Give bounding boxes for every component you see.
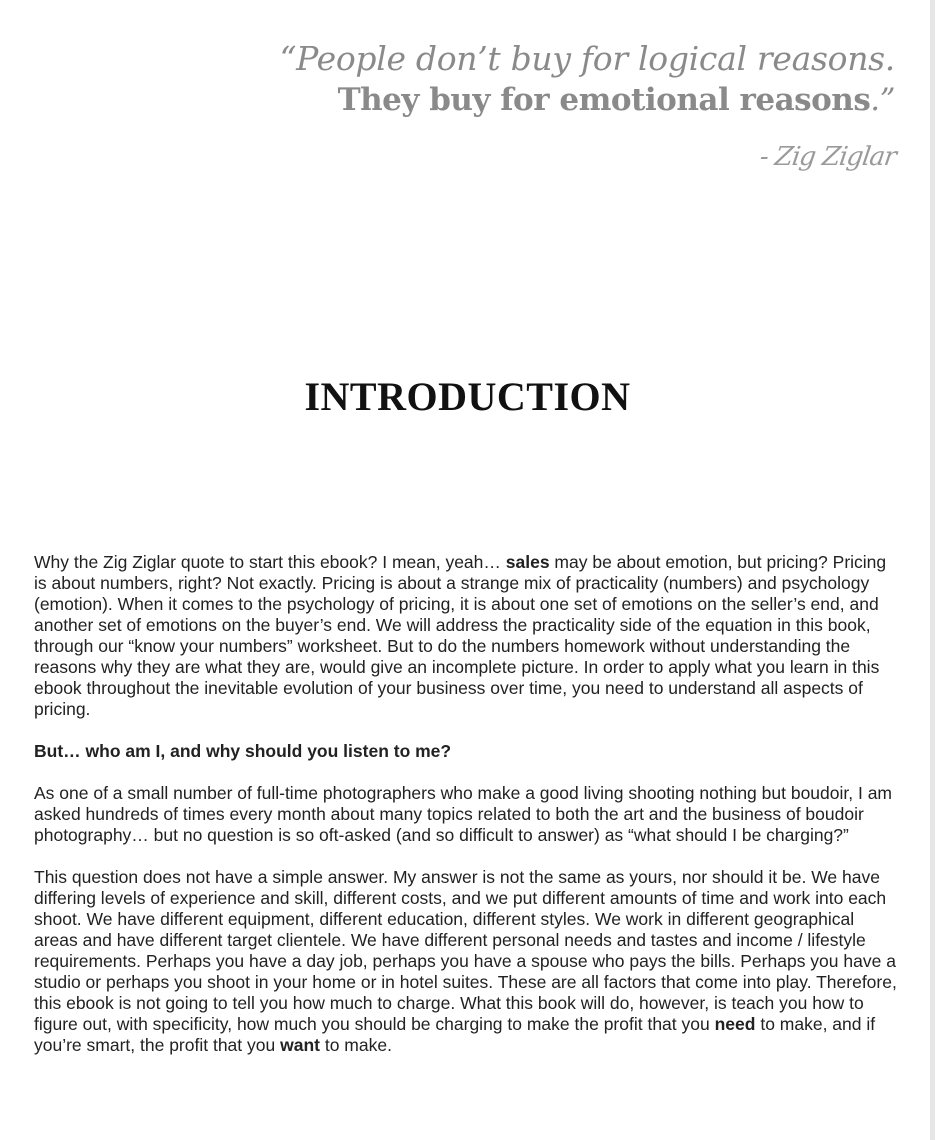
paragraph-3-text-c: to make. [319,1035,392,1055]
paragraph-3-text-b: to make, and if you’re smart, the profit that you [34,1014,876,1055]
page-edge [930,0,935,1140]
paragraph-3-text-a: This question does not have a simple answer. My answer is not the same as yours, nor should it be. We have differing levels of experience and skill, different costs, and we put different amounts of time and work into each shoot. We have different equipment, different education, different styles. We work in different geographical areas and have different target clientele. We have different personal needs and tastes and income / lifestyle requirements. Perhaps you have a day job, perhaps you have a spouse who pays the bills. Perhaps you have a studio or perhaps you shoot in your home or in hotel suites. These are all factors that come into play. Therefore, this ebook is not going to tell you how much to charge. What this book will do, however, is teach you how to figure out, with specificity, how much you should be charging to make the profit that you [34,867,897,1034]
paragraph-3-bold-need: need [714,1014,756,1034]
body-text [34,552,900,1077]
paragraph-3 [34,867,900,1056]
quote-line-2-main: They buy for emotional reasons [337,82,871,118]
paragraph-1-text-a: Why the Zig Ziglar quote to start this ebook? I mean, yeah… [34,552,506,572]
paragraph-1 [34,552,900,720]
quote-line-2 [195,80,895,120]
pull-quote [195,38,895,120]
quote-line-2-tail: .” [870,82,895,118]
paragraph-2: As one of a small number of full-time photographers who make a good living shooting nothing but boudoir, I am asked hundreds of times every month about many topics related to both the art and the business of boudoir photography… but no question is so oft-asked (and so difficult to answer) as “what should I be charging?” [34,783,893,845]
paragraph-1-bold-sales: sales [505,552,550,572]
paragraph-1-text-b: may be about emotion, but pricing? Pricing is about numbers, right? Not exactly. Pricing is about a strange mix of practicality (numbers) and psychology (emotion). When it comes to the psychology of pricing, it is about one set of emotions on the seller’s end, and another set of emotions on the buyer’s end. We will address the practicality side of the equation in this book, through our “know your numbers” worksheet. But to do the numbers homework without understanding the reasons why they are what they are, would give an incomplete picture. In order to apply what you learn in this ebook throughout the inevitable evolution of your business over time, you need to understand all aspects of pricing. [34,552,887,719]
quote-line-1: “People don’t buy for logical reasons. [279,39,895,78]
quote-attribution: - Zig Ziglar [758,142,899,172]
section-subheading: But… who am I, and why should you listen to me? [34,741,452,761]
page-title: INTRODUCTION [304,374,631,419]
paragraph-3-bold-want: want [280,1035,320,1055]
